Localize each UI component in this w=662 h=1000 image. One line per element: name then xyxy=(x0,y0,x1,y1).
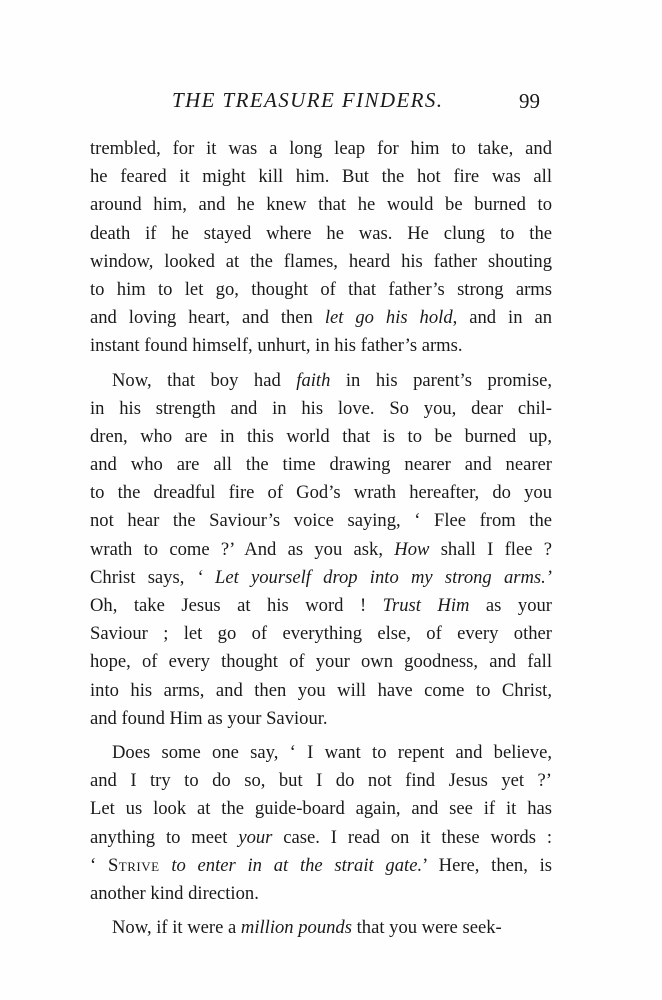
paragraph xyxy=(90,914,552,942)
text-run: and found Him as your Saviour. xyxy=(90,707,328,729)
text-run: to the dreadful fire of God’s wrath hereafter, do you xyxy=(90,482,552,504)
text-run: Let us look at the guide-board again, and see if it has xyxy=(90,798,552,820)
text-line xyxy=(90,739,552,767)
text-line xyxy=(90,507,552,535)
text-run: and I try to do so, but I do not find Jesus yet ?’ xyxy=(90,770,552,792)
text-run: that you were seek- xyxy=(351,917,502,939)
italic-text: faith xyxy=(296,369,331,391)
text-run: dren, who are in this world that is to be burned up, xyxy=(90,425,552,447)
text-line xyxy=(90,648,552,676)
text-line xyxy=(90,767,552,795)
page-number: 99 xyxy=(519,89,540,113)
text-run: Saviour ; let go of everything else, of every other xyxy=(90,623,552,645)
text-line xyxy=(90,824,552,852)
text-run: shall I flee ? xyxy=(429,538,552,560)
text-run: as your xyxy=(469,595,552,616)
text-line xyxy=(90,914,552,942)
text-run: to him to let go, thought of that father’s strong arms xyxy=(90,278,552,300)
text-line xyxy=(90,795,552,823)
italic-text: million pounds xyxy=(240,917,352,939)
text-run: ’ Here, then, is xyxy=(422,854,553,876)
small-caps-text: Strive xyxy=(107,854,160,876)
text-run: and loving heart, and then xyxy=(90,307,325,329)
text-run: ‘ xyxy=(90,854,108,876)
text-line xyxy=(90,163,552,191)
text-run: and who are all the time drawing nearer and nearer xyxy=(90,454,552,476)
text-run: Now, if it were a xyxy=(112,917,241,939)
text-line xyxy=(90,135,552,163)
text-line xyxy=(90,852,552,880)
paragraph xyxy=(90,367,552,733)
text-line xyxy=(90,620,552,648)
text-run: in his parent’s promise, xyxy=(330,369,553,391)
text-line xyxy=(90,191,552,219)
text-run: , and in an xyxy=(452,307,552,329)
text-line xyxy=(90,395,552,423)
paragraph xyxy=(90,135,552,361)
text-run: into his arms, and then you will have come to Christ, xyxy=(90,679,552,701)
text-run: hope, of every thought of your own goodness, and fall xyxy=(90,651,552,673)
italic-text: ‘ Let yourself drop into my strong arms.’ xyxy=(196,566,552,588)
text-run: window, looked at the flames, heard his father shouting xyxy=(90,250,552,272)
text-line xyxy=(90,880,552,908)
text-run: in his strength and in his love. So you, dear chil- xyxy=(90,397,552,419)
text-run: instant found himself, unhurt, in his father’s arms. xyxy=(90,335,463,357)
text-line xyxy=(90,276,552,304)
running-title: THE TREASURE FINDERS. xyxy=(172,88,444,112)
text-line xyxy=(90,677,552,705)
text-run: Oh, take Jesus at his word ! xyxy=(90,595,383,616)
text-run: Christ says, xyxy=(90,566,197,588)
text-run: Does some one say, ‘ I want to repent and believe, xyxy=(112,741,552,763)
text-run: Now, that boy had xyxy=(112,369,297,391)
text-run: wrath to come ?’ And as you ask, xyxy=(90,538,395,560)
italic-text: let go his hold xyxy=(324,307,453,329)
italic-text: How xyxy=(394,538,430,560)
italic-text: Trust Him xyxy=(382,595,470,616)
text-line xyxy=(90,705,552,733)
text-run: case. I read on it these words : xyxy=(272,826,552,848)
text-line xyxy=(90,564,552,592)
text-run: another kind direction. xyxy=(90,882,259,904)
text-run: not hear the Saviour’s voice saying, ‘ Flee from the xyxy=(90,510,552,532)
text-line xyxy=(90,367,552,395)
text-run: death if he stayed where he was. He clung to the xyxy=(90,222,552,244)
text-line xyxy=(90,220,552,248)
text-line xyxy=(90,479,552,507)
text-line xyxy=(90,304,552,332)
text-line xyxy=(90,592,552,620)
text-line xyxy=(90,423,552,451)
paragraph xyxy=(90,739,552,908)
text-run: around him, and he knew that he would be burned to xyxy=(90,194,552,216)
running-head xyxy=(90,88,552,124)
text-run: he feared it might kill him. But the hot fire was all xyxy=(90,166,552,188)
italic-text: your xyxy=(238,826,273,848)
italic-text: to enter in at the strait gate. xyxy=(159,854,423,876)
text-line xyxy=(90,248,552,276)
text-run: trembled, for it was a long leap for him to take, and xyxy=(90,138,552,159)
text-line xyxy=(90,451,552,479)
text-line xyxy=(90,332,552,360)
text-line xyxy=(90,536,552,564)
body-text xyxy=(90,135,552,942)
text-run: anything to meet xyxy=(90,826,239,848)
